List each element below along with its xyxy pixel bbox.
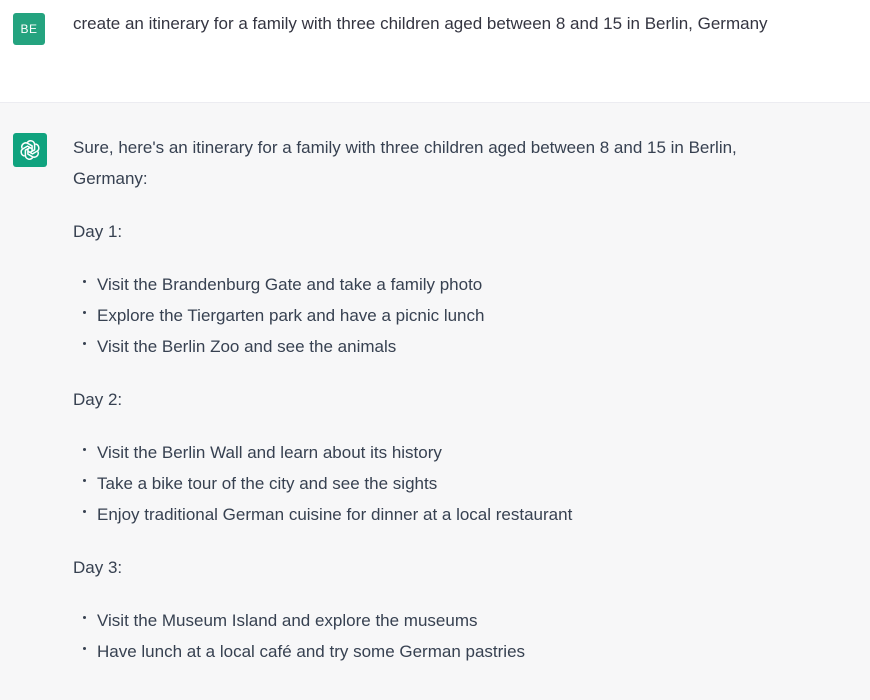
day-activity-list [73, 437, 813, 530]
bullet-icon [83, 448, 86, 451]
list-item-text: Visit the Berlin Wall and learn about its history [97, 443, 442, 462]
assistant-message-body [73, 132, 813, 689]
day-heading: Day 1: [73, 222, 123, 241]
user-avatar: BE [13, 13, 45, 45]
assistant-message [0, 103, 870, 700]
list-item [73, 499, 813, 530]
list-item-text: Enjoy traditional German cuisine for dinner at a local restaurant [97, 505, 573, 524]
assistant-avatar [13, 133, 47, 167]
bullet-icon [83, 510, 86, 513]
list-item [73, 331, 813, 362]
list-item [73, 636, 813, 667]
list-item [73, 437, 813, 468]
list-item [73, 269, 813, 300]
list-item-text: Explore the Tiergarten park and have a picnic lunch [97, 306, 485, 325]
openai-logo-icon [18, 138, 42, 162]
list-item-text: Visit the Berlin Zoo and see the animals [97, 337, 397, 356]
day-heading: Day 2: [73, 390, 123, 409]
bullet-icon [83, 342, 86, 345]
bullet-icon [83, 616, 86, 619]
user-message [0, 0, 870, 103]
bullet-icon [83, 479, 86, 482]
list-item-text: Take a bike tour of the city and see the sights [97, 474, 438, 493]
day-activity-list [73, 605, 813, 667]
bullet-icon [83, 311, 86, 314]
list-item-text: Visit the Museum Island and explore the museums [97, 611, 478, 630]
bullet-icon [83, 280, 86, 283]
assistant-intro: Sure, here's an itinerary for a family with three children aged between 8 and 15 in Berlin, Germany: [73, 138, 737, 188]
day-activity-list [73, 269, 813, 362]
day-heading: Day 3: [73, 558, 123, 577]
bullet-icon [83, 647, 86, 650]
list-item [73, 468, 813, 499]
list-item-text: Visit the Brandenburg Gate and take a family photo [97, 275, 483, 294]
list-item [73, 605, 813, 636]
user-message-text: create an itinerary for a family with three children aged between 8 and 15 in Berlin, Germany [73, 14, 768, 33]
list-item [73, 300, 813, 331]
list-item-text: Have lunch at a local café and try some German pastries [97, 642, 526, 661]
